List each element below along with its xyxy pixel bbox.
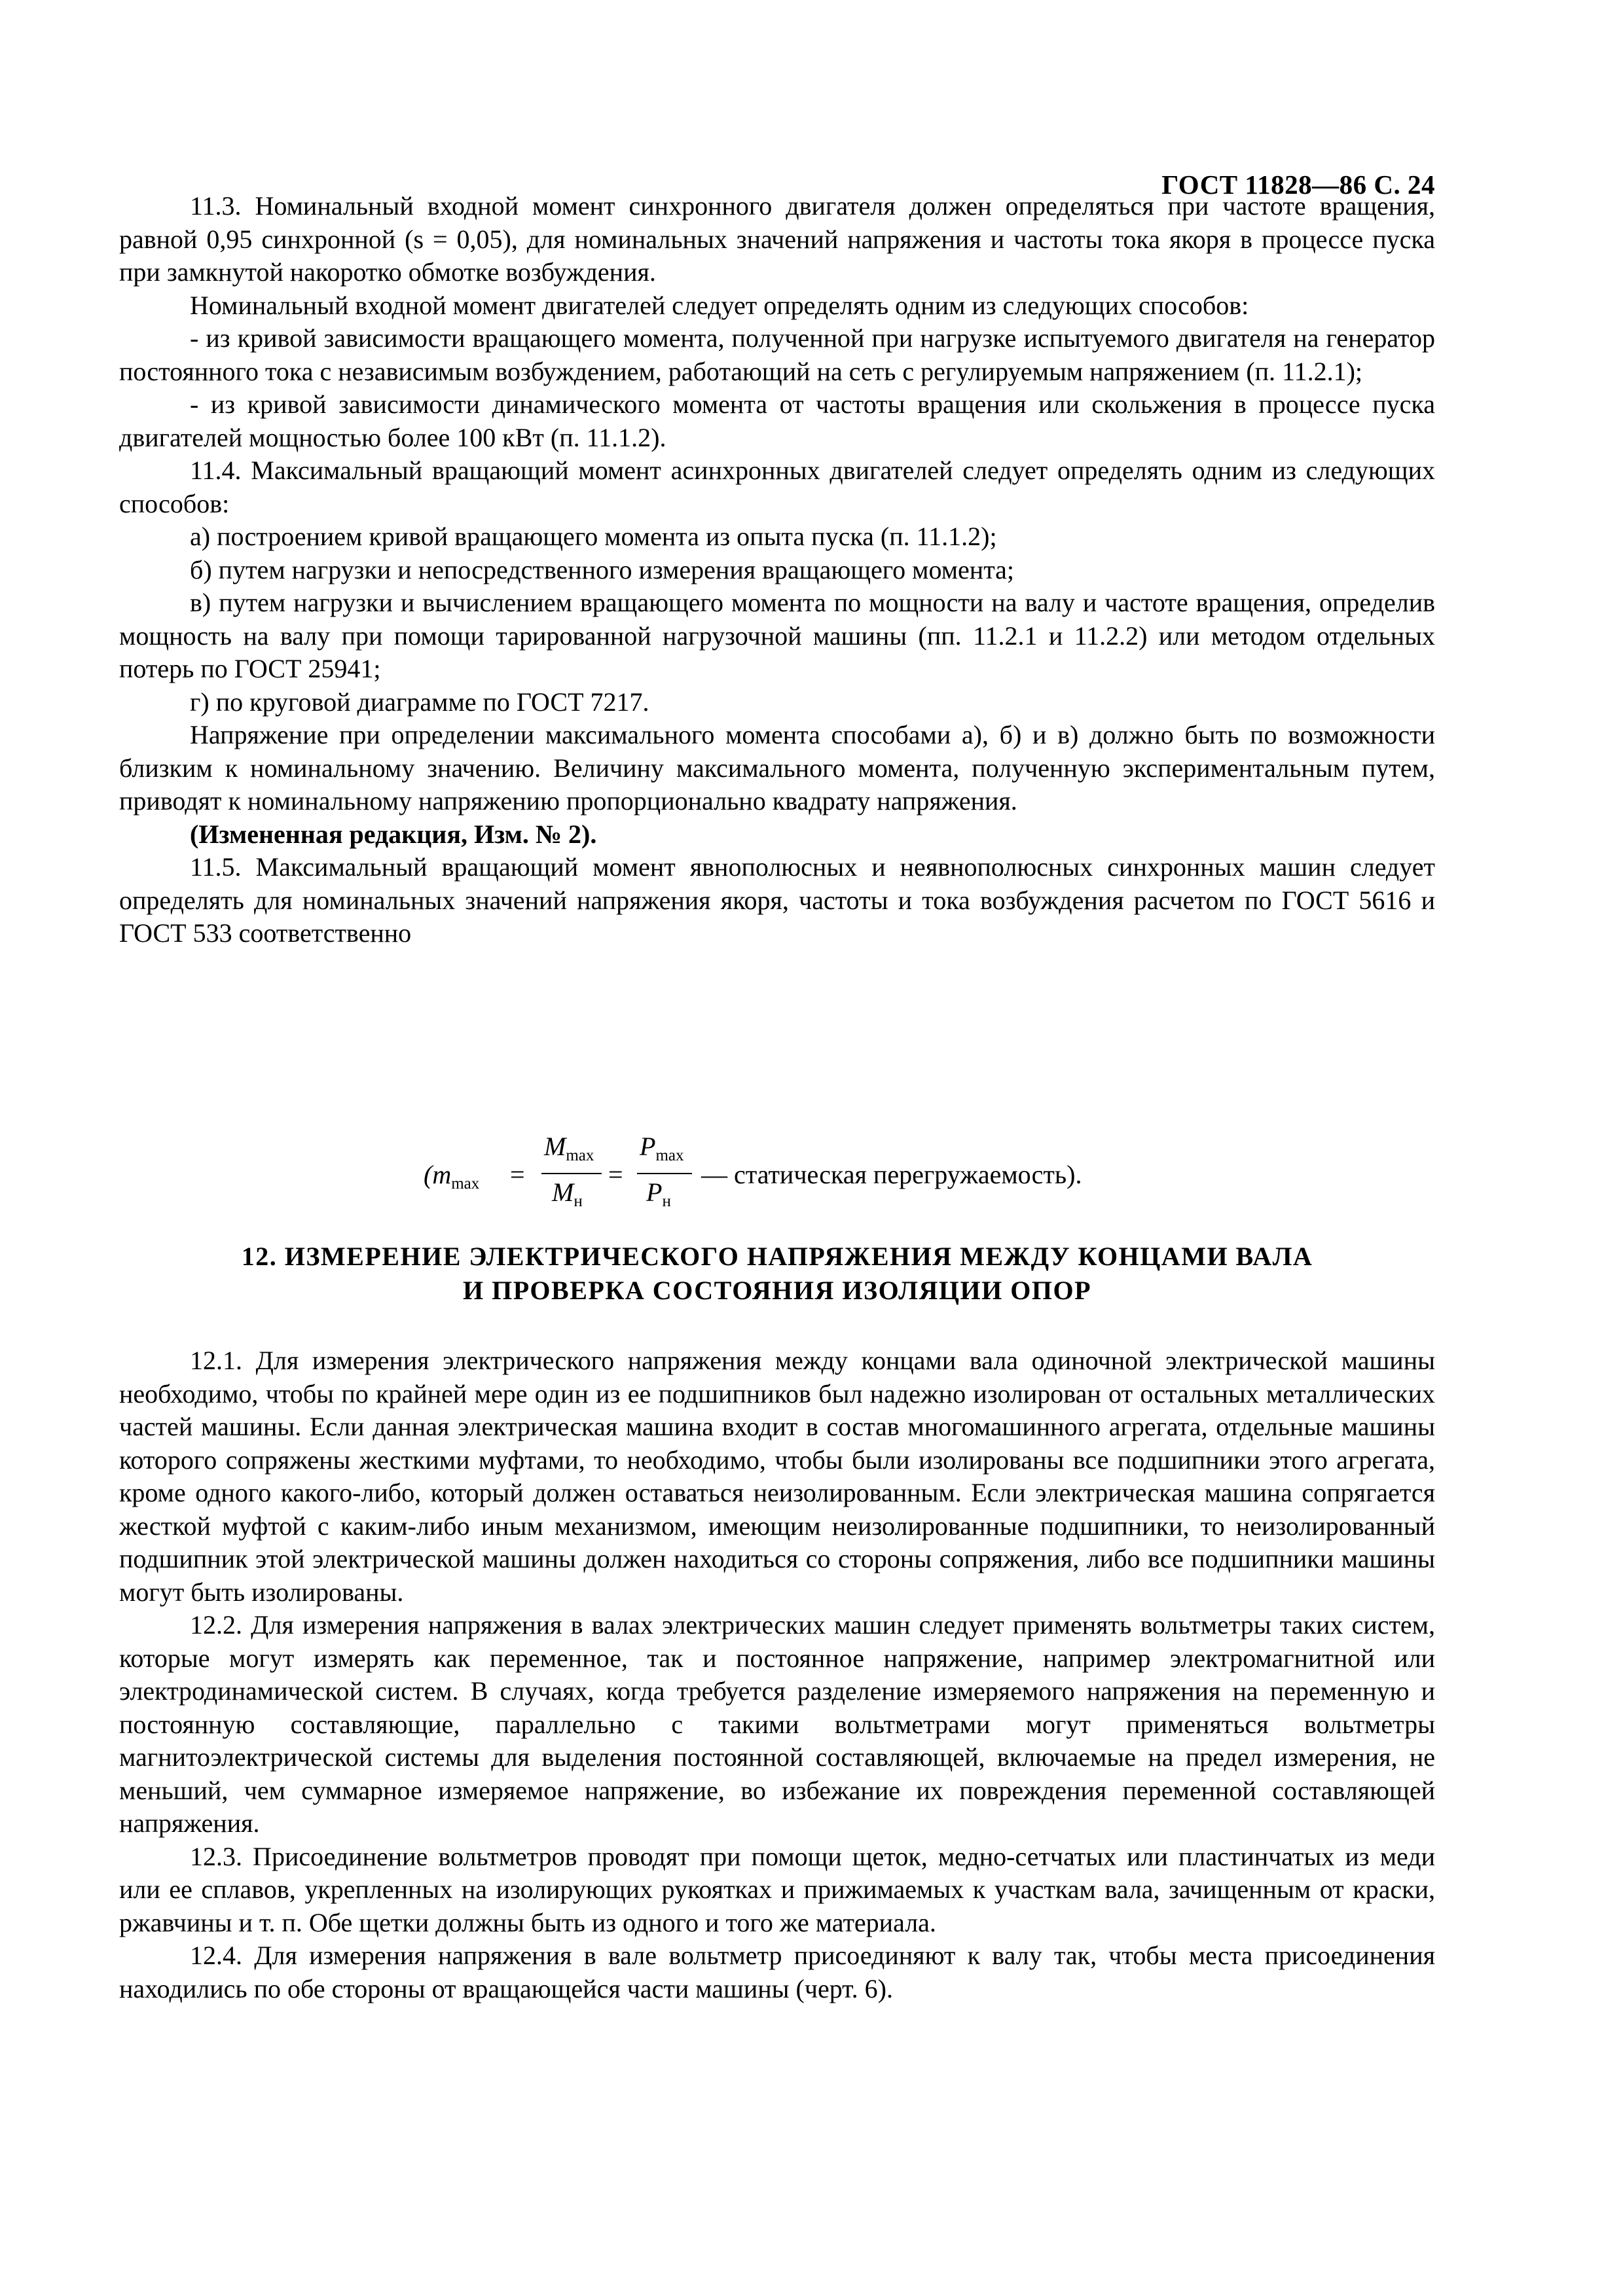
- amendment-note: (Измененная редакция, Изм. № 2).: [190, 819, 597, 849]
- overload-formula: [424, 1131, 1209, 1210]
- section-12-heading: [119, 1240, 1435, 1308]
- formula-numerator-2: $P_{max}$: [640, 1132, 684, 1164]
- paragraph-11-4: 11.4. Максимальный вращающий момент асинхронных двигателей следует определять одним из следующих способов:: [119, 456, 1435, 518]
- formula-denominator-2: $P_н$: [646, 1177, 671, 1210]
- paragraph-11-3-method-2: - из кривой зависимости динамического момента от частоты вращения или скольжения в процессе пуска двигателей мощностью более 100 кВт (п. 11.1.2).: [119, 389, 1435, 452]
- paragraph-11-4-b: б) путем нагрузки и непосредственного измерения вращающего момента;: [190, 554, 1015, 584]
- paragraph-11-4-voltage: Напряжение при определении максимального момента способами а), б) и в) должно быть по возможности близким к номинальному значению. Величину максимального момента, полученную экспериментальным путем, приводят к номинальному напряжению пропорционально квадрату напряжения.: [119, 720, 1435, 816]
- formula-numerator-1: $M_{max}$: [544, 1132, 594, 1164]
- section-12-heading-line-2: И ПРОВЕРКА СОСТОЯНИЯ ИЗОЛЯЦИИ ОПОР: [462, 1276, 1092, 1305]
- section-11-text: [119, 190, 1435, 950]
- section-12-text: [119, 1344, 1435, 2005]
- paragraph-11-3: 11.3. Номинальный входной момент синхронного двигателя должен определяться при частоте вращения, равной 0,95 синхронной (s = 0,05), для номинальных значений напряжения и частоты тока якоря в процессе пуска при замкнутой накоротко обмотке возбуждения.: [119, 191, 1435, 287]
- paragraph-11-3-methods: Номинальный входной момент двигателей следует определять одним из следующих способов:: [190, 290, 1249, 320]
- paragraph-12-2: 12.2. Для измерения напряжения в валах электрических машин следует применять вольтметры таких систем, которые могут измерять как переменное, так и постоянное напряжение, например электромагнитной или электродинамической систем. В случаях, когда требуется разделение измеряемого напряжения на переменную и постоянную составляющие, параллельно с такими вольтметрами могут применяться вольтметры магнитоэлектрической системы для выделения постоянной составляющей, включаемые на предел измерения, не меньший, чем суммарное измеряемое напряжение, во избежание их повреждения переменной составляющей напряжения.: [119, 1610, 1435, 1838]
- paragraph-11-4-a: а) построением кривой вращающего момента из опыта пуска (п. 11.1.2);: [190, 522, 997, 551]
- formula-fraction-bar-1: [541, 1173, 602, 1174]
- formula-denominator-1: $M_н$: [552, 1177, 583, 1210]
- formula-equals-2: =: [608, 1160, 623, 1189]
- formula-fraction-bar-2: [637, 1173, 692, 1174]
- formula-equals-1: =: [510, 1160, 525, 1189]
- page-header: ГОСТ 11828—86 С. 24: [1161, 170, 1435, 200]
- paragraph-11-4-d: г) по круговой диаграмме по ГОСТ 7217.: [190, 687, 649, 717]
- formula-description: — статическая перегружаемость).: [701, 1160, 1082, 1189]
- document-page: [119, 0, 1435, 2296]
- section-12-heading-line-1: 12. ИЗМЕРЕНИЕ ЭЛЕКТРИЧЕСКОГО НАПРЯЖЕНИЯ МЕЖДУ КОНЦАМИ ВАЛА: [241, 1242, 1313, 1271]
- paragraph-11-5: 11.5. Максимальный вращающий момент явнополюсных и неявнополюсных синхронных машин следует определять для номинальных значений напряжения якоря, частоты и тока возбуждения расчетом по ГОСТ 5616 и ГОСТ 533 соответственно: [119, 852, 1435, 948]
- paragraph-12-4: 12.4. Для измерения напряжения в вале вольтметр присоединяют к валу так, чтобы места присоединения находились по обе стороны от вращающейся части машины (черт. 6).: [119, 1941, 1435, 2003]
- paragraph-12-1: 12.1. Для измерения электрического напряжения между концами вала одиночной электрической машины необходимо, чтобы по крайней мере один из ее подшипников был надежно изолирован от остальных металлических частей машины. Если данная электрическая машина входит в состав многомашинного агрегата, отдельные машины которого сопряжены жесткими муфтами, то необходимо, чтобы были изолированы все подшипники этого агрегата, кроме одного какого-либо, который должен оставаться неизолированным. Если электрическая машина сопрягается жесткой муфтой с каким-либо иным механизмом, имеющим неизолированные подшипники, то неизолированный подшипник этой электрической машины должен находиться со стороны сопряжения, либо все подшипники машины могут быть изолированы.: [119, 1346, 1435, 1607]
- paragraph-12-3: 12.3. Присоединение вольтметров проводят при помощи щеток, медно-сетчатых или пластинчатых из меди или ее сплавов, укрепленных на изолирующих рукоятках и прижимаемых к участкам вала, зачищенным от краски, ржавчины и т. п. Обе щетки должны быть из одного и того же материала.: [119, 1841, 1435, 1937]
- paragraph-11-3-method-1: - из кривой зависимости вращающего момента, полученной при нагрузке испытуемого двигателя на генератор постоянного тока с независимым возбуждением, работающий на сеть с регулируемым напряжением (п. 11.2.1);: [119, 323, 1435, 386]
- paragraph-11-4-c: в) путем нагрузки и вычислением вращающего момента по мощности на валу и частоте вращения, определив мощность на валу при помощи тарированной нагрузочной машины (пп. 11.2.1 и 11.2.2) или методом отдельных потерь по ГОСТ 25941;: [119, 588, 1435, 683]
- formula-m-symbol: ($m_{max}$: [424, 1160, 480, 1193]
